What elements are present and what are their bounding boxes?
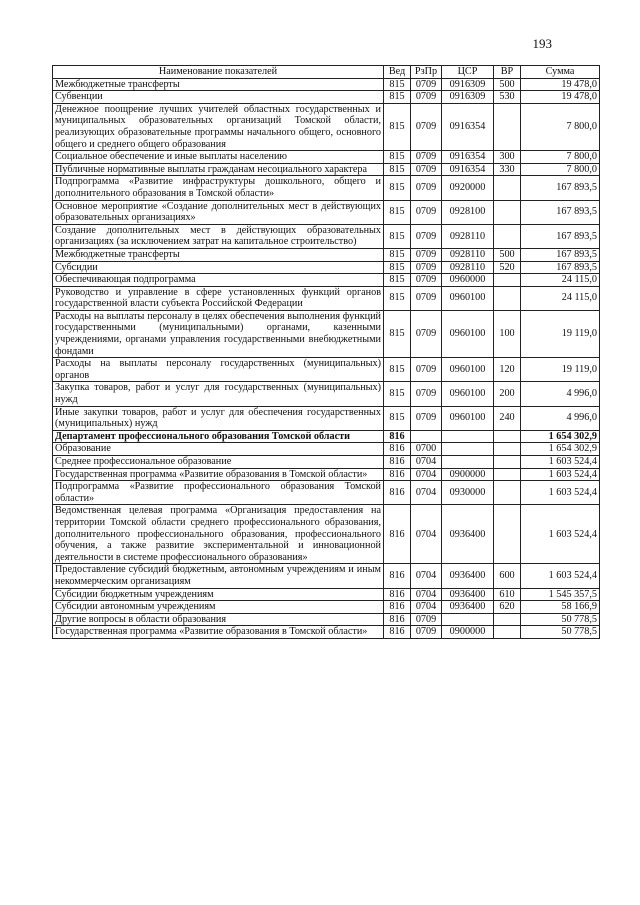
- table-row: [53, 382, 600, 406]
- table-row: [53, 248, 600, 261]
- cell-sum: 1 603 524,4: [521, 564, 600, 588]
- table-row: [53, 481, 600, 505]
- cell-vr: 600: [494, 564, 521, 588]
- cell-vr: [494, 176, 521, 200]
- table-row: [53, 588, 600, 601]
- cell-csr: 0900000: [442, 626, 494, 639]
- cell-rzpr: 0709: [411, 91, 442, 104]
- cell-vr: [494, 468, 521, 481]
- table-row: [53, 286, 600, 310]
- cell-csr: 0930000: [442, 481, 494, 505]
- table-row: [53, 200, 600, 224]
- cell-ved: 816: [384, 468, 411, 481]
- cell-csr: 0928110: [442, 261, 494, 274]
- cell-csr: 0936400: [442, 588, 494, 601]
- cell-ved: 816: [384, 613, 411, 626]
- cell-name: Ведомственная целевая программа «Организация предоставления на территории Томской области среднего профессионального образования, дополнительного профессионального образования, профессионального обучения, а также развитие экспериментальной и инновационной деятельности в системе профессионального образования»: [53, 505, 384, 564]
- cell-ved: 816: [384, 430, 411, 443]
- cell-ved: 816: [384, 456, 411, 469]
- cell-name: Субвенции: [53, 91, 384, 104]
- cell-ved: 816: [384, 481, 411, 505]
- cell-sum: 50 778,5: [521, 613, 600, 626]
- table-row: [53, 176, 600, 200]
- cell-sum: 1 603 524,4: [521, 481, 600, 505]
- table-row: [53, 406, 600, 430]
- table-row: [53, 505, 600, 564]
- cell-sum: 167 893,5: [521, 200, 600, 224]
- cell-name: Основное мероприятие «Создание дополнительных мест в действующих образовательных организациях»: [53, 200, 384, 224]
- cell-vr: [494, 626, 521, 639]
- cell-sum: 167 893,5: [521, 224, 600, 248]
- cell-vr: 120: [494, 358, 521, 382]
- cell-rzpr: 0709: [411, 358, 442, 382]
- cell-ved: 815: [384, 224, 411, 248]
- cell-csr: 0916354: [442, 163, 494, 176]
- cell-name: Межбюджетные трансферты: [53, 78, 384, 91]
- cell-vr: 530: [494, 91, 521, 104]
- cell-ved: 815: [384, 151, 411, 164]
- cell-rzpr: 0704: [411, 505, 442, 564]
- cell-name: Департамент профессионального образования Томской области: [53, 430, 384, 443]
- cell-vr: [494, 430, 521, 443]
- cell-rzpr: 0709: [411, 406, 442, 430]
- cell-csr: 0960100: [442, 406, 494, 430]
- cell-sum: 19 119,0: [521, 310, 600, 357]
- cell-vr: [494, 274, 521, 287]
- cell-ved: 815: [384, 103, 411, 150]
- cell-sum: 167 893,5: [521, 176, 600, 200]
- header-name: Наименование показателей: [53, 66, 384, 79]
- cell-name: Предоставление субсидий бюджетным, автономным учреждениям и иным некоммерческим организациям: [53, 564, 384, 588]
- cell-name: Закупка товаров, работ и услуг для государственных (муниципальных) нужд: [53, 382, 384, 406]
- table-row: [53, 274, 600, 287]
- cell-sum: 24 115,0: [521, 274, 600, 287]
- cell-sum: 1 603 524,4: [521, 456, 600, 469]
- cell-vr: 240: [494, 406, 521, 430]
- table-row: [53, 163, 600, 176]
- header-rzpr: РзПр: [411, 66, 442, 79]
- cell-name: Расходы на выплаты персоналу в целях обеспечения выполнения функций государственными (муниципальными) органами, казенными учреждениями, органами управления государственными внебюджетными фондами: [53, 310, 384, 357]
- cell-sum: 1 654 302,9: [521, 443, 600, 456]
- cell-csr: 0916309: [442, 78, 494, 91]
- cell-name: Создание дополнительных мест в действующих образовательных организациях (за исключением затрат на капитальное строительство): [53, 224, 384, 248]
- cell-ved: 816: [384, 505, 411, 564]
- cell-sum: 1 603 524,4: [521, 468, 600, 481]
- cell-csr: 0936400: [442, 601, 494, 614]
- cell-sum: 4 996,0: [521, 406, 600, 430]
- table-row: [53, 91, 600, 104]
- cell-vr: 300: [494, 151, 521, 164]
- cell-vr: 520: [494, 261, 521, 274]
- cell-csr: 0900000: [442, 468, 494, 481]
- cell-ved: 815: [384, 91, 411, 104]
- cell-rzpr: 0709: [411, 163, 442, 176]
- cell-rzpr: 0704: [411, 456, 442, 469]
- cell-csr: 0960100: [442, 358, 494, 382]
- cell-rzpr: 0704: [411, 588, 442, 601]
- budget-table: [52, 65, 600, 639]
- cell-name: Подпрограмма «Развитие инфраструктуры дошкольного, общего и дополнительного образования в Томской области»: [53, 176, 384, 200]
- cell-ved: 815: [384, 382, 411, 406]
- cell-ved: 816: [384, 626, 411, 639]
- table-row: [53, 430, 600, 443]
- cell-ved: 815: [384, 261, 411, 274]
- table-row: [53, 78, 600, 91]
- table-row: [53, 601, 600, 614]
- cell-rzpr: 0709: [411, 151, 442, 164]
- cell-ved: 816: [384, 443, 411, 456]
- cell-vr: [494, 103, 521, 150]
- cell-rzpr: 0709: [411, 261, 442, 274]
- cell-sum: 4 996,0: [521, 382, 600, 406]
- cell-vr: [494, 481, 521, 505]
- cell-csr: 0960100: [442, 310, 494, 357]
- cell-csr: 0936400: [442, 564, 494, 588]
- cell-name: Государственная программа «Развитие образования в Томской области»: [53, 626, 384, 639]
- cell-name: Межбюджетные трансферты: [53, 248, 384, 261]
- cell-sum: 19 478,0: [521, 78, 600, 91]
- cell-ved: 815: [384, 406, 411, 430]
- cell-csr: 0960000: [442, 274, 494, 287]
- cell-name: Публичные нормативные выплаты гражданам несоциального характера: [53, 163, 384, 176]
- cell-vr: 200: [494, 382, 521, 406]
- cell-name: Руководство и управление в сфере установленных функций органов государственной власти субъекта Российской Федерации: [53, 286, 384, 310]
- cell-name: Иные закупки товаров, работ и услуг для обеспечения государственных (муниципальных) нужд: [53, 406, 384, 430]
- header-sum: Сумма: [521, 66, 600, 79]
- table-row: [53, 358, 600, 382]
- cell-rzpr: 0709: [411, 176, 442, 200]
- cell-ved: 815: [384, 310, 411, 357]
- cell-sum: 1 654 302,9: [521, 430, 600, 443]
- cell-csr: 0960100: [442, 286, 494, 310]
- cell-csr: 0916354: [442, 103, 494, 150]
- cell-csr: [442, 613, 494, 626]
- cell-rzpr: 0709: [411, 224, 442, 248]
- cell-csr: 0916354: [442, 151, 494, 164]
- cell-sum: 24 115,0: [521, 286, 600, 310]
- cell-csr: 0920000: [442, 176, 494, 200]
- cell-name: Среднее профессиональное образование: [53, 456, 384, 469]
- cell-vr: [494, 286, 521, 310]
- cell-sum: 167 893,5: [521, 248, 600, 261]
- cell-rzpr: 0709: [411, 286, 442, 310]
- cell-name: Государственная программа «Развитие образования в Томской области»: [53, 468, 384, 481]
- cell-csr: [442, 443, 494, 456]
- cell-vr: [494, 224, 521, 248]
- table-row: [53, 626, 600, 639]
- cell-ved: 815: [384, 248, 411, 261]
- cell-rzpr: 0709: [411, 382, 442, 406]
- header-csr: ЦСР: [442, 66, 494, 79]
- cell-name: Социальное обеспечение и иные выплаты населению: [53, 151, 384, 164]
- cell-csr: 0960100: [442, 382, 494, 406]
- cell-ved: 815: [384, 200, 411, 224]
- cell-vr: [494, 200, 521, 224]
- cell-name: Субсидии автономным учреждениям: [53, 601, 384, 614]
- cell-name: Субсидии бюджетным учреждениям: [53, 588, 384, 601]
- cell-ved: 816: [384, 588, 411, 601]
- cell-name: Образование: [53, 443, 384, 456]
- cell-sum: 7 800,0: [521, 151, 600, 164]
- cell-ved: 815: [384, 176, 411, 200]
- cell-vr: [494, 613, 521, 626]
- table-row: [53, 310, 600, 357]
- cell-vr: 330: [494, 163, 521, 176]
- header-ved: Вед: [384, 66, 411, 79]
- cell-vr: 500: [494, 78, 521, 91]
- cell-csr: 0928110: [442, 224, 494, 248]
- header-row: [53, 66, 600, 79]
- cell-vr: [494, 443, 521, 456]
- cell-rzpr: 0704: [411, 468, 442, 481]
- table-row: [53, 224, 600, 248]
- cell-rzpr: [411, 430, 442, 443]
- cell-rzpr: 0709: [411, 103, 442, 150]
- cell-rzpr: 0709: [411, 200, 442, 224]
- cell-ved: 815: [384, 286, 411, 310]
- cell-rzpr: 0709: [411, 78, 442, 91]
- cell-csr: 0916309: [442, 91, 494, 104]
- cell-ved: 816: [384, 564, 411, 588]
- cell-rzpr: 0704: [411, 601, 442, 614]
- cell-ved: 816: [384, 601, 411, 614]
- cell-vr: 620: [494, 601, 521, 614]
- table-row: [53, 151, 600, 164]
- cell-sum: 1 545 357,5: [521, 588, 600, 601]
- cell-rzpr: 0709: [411, 613, 442, 626]
- cell-sum: 167 893,5: [521, 261, 600, 274]
- cell-vr: 610: [494, 588, 521, 601]
- cell-sum: 7 800,0: [521, 163, 600, 176]
- cell-rzpr: 0709: [411, 626, 442, 639]
- cell-csr: 0928100: [442, 200, 494, 224]
- table-row: [53, 456, 600, 469]
- cell-ved: 815: [384, 78, 411, 91]
- page-number: 193: [532, 36, 552, 51]
- cell-rzpr: 0704: [411, 564, 442, 588]
- cell-name: Другие вопросы в области образования: [53, 613, 384, 626]
- table-row: [53, 468, 600, 481]
- table-row: [53, 564, 600, 588]
- cell-ved: 815: [384, 274, 411, 287]
- table-row: [53, 613, 600, 626]
- cell-ved: 815: [384, 163, 411, 176]
- cell-sum: 19 478,0: [521, 91, 600, 104]
- cell-name: Субсидии: [53, 261, 384, 274]
- cell-vr: [494, 456, 521, 469]
- cell-rzpr: 0704: [411, 481, 442, 505]
- cell-csr: [442, 430, 494, 443]
- cell-sum: 50 778,5: [521, 626, 600, 639]
- cell-csr: 0936400: [442, 505, 494, 564]
- cell-name: Обеспечивающая подпрограмма: [53, 274, 384, 287]
- cell-name: Расходы на выплаты персоналу государственных (муниципальных) органов: [53, 358, 384, 382]
- cell-vr: [494, 505, 521, 564]
- table-row: [53, 103, 600, 150]
- cell-sum: 1 603 524,4: [521, 505, 600, 564]
- cell-rzpr: 0700: [411, 443, 442, 456]
- cell-csr: 0928110: [442, 248, 494, 261]
- cell-sum: 19 119,0: [521, 358, 600, 382]
- cell-rzpr: 0709: [411, 274, 442, 287]
- cell-rzpr: 0709: [411, 248, 442, 261]
- cell-sum: 7 800,0: [521, 103, 600, 150]
- cell-ved: 815: [384, 358, 411, 382]
- table-row: [53, 443, 600, 456]
- cell-name: Денежное поощрение лучших учителей областных государственных и муниципальных образовательных организаций Томской области, реализующих образовательные программы начального общего, основного общего и среднего общего образования: [53, 103, 384, 150]
- cell-vr: 500: [494, 248, 521, 261]
- table-body: [53, 78, 600, 638]
- cell-rzpr: 0709: [411, 310, 442, 357]
- cell-csr: [442, 456, 494, 469]
- cell-name: Подпрограмма «Развитие профессионального образования Томской области»: [53, 481, 384, 505]
- table-row: [53, 261, 600, 274]
- cell-sum: 58 166,9: [521, 601, 600, 614]
- cell-vr: 100: [494, 310, 521, 357]
- header-vr: ВР: [494, 66, 521, 79]
